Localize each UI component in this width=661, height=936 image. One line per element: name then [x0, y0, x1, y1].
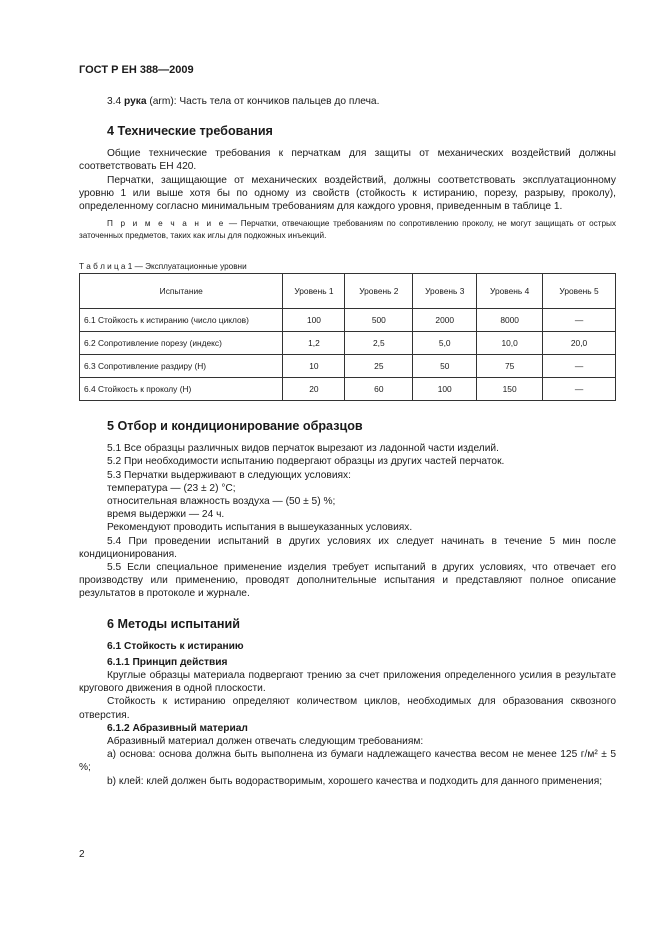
paragraph: 5.1 Все образцы различных видов перчаток вырезают из ладонной части изделий.	[107, 443, 499, 455]
paragraph: 5.2 При необходимости испытанию подвергают образцы из других частей перчаток.	[107, 456, 505, 468]
section-5-title: 5 Отбор и кондиционирование образцов	[107, 419, 363, 434]
table-caption-text: 1 — Эксплуатационные уровни	[125, 262, 247, 272]
table-cell: 6.4 Стойкость к проколу (Н)	[80, 378, 283, 401]
paragraph: 5.3 Перчатки выдерживают в следующих условиях:	[107, 469, 351, 481]
table-cell: 50	[413, 355, 477, 378]
document-header: ГОСТ Р ЕН 388—2009	[79, 64, 194, 76]
table-header-cell: Испытание	[80, 274, 283, 309]
table-cell: —	[543, 355, 616, 378]
table-header-row	[80, 274, 616, 309]
table-cell: 6.1 Стойкость к истиранию (число циклов)	[80, 309, 283, 332]
table-cell: 5,0	[413, 332, 477, 355]
table-cell: 100	[413, 378, 477, 401]
note-text: — Перчатки, отвечающие требованиям по сопротивлению проколу, не могут защищать от острых заточенных предметов, таких как иглы для подкожных инъекций.	[79, 219, 617, 241]
table-header-cell: Уровень 5	[543, 274, 616, 309]
paragraph: b) клей: клей должен быть водорастворимым, хорошего качества и подходить для данного применения;	[107, 775, 603, 787]
table-row	[80, 309, 616, 332]
paragraph: Перчатки, защищающие от механических воздействий, должны соответствовать эксплуатационному уровню 1 или выше хотя бы по одному из свойств (стойкость к истиранию, порезу, разрыву, проколу), определенному согласно минимальным требованиям для каждого уровня, приведенным в таблице 1.	[79, 174, 616, 213]
table-header-cell: Уровень 4	[477, 274, 543, 309]
table-cell: 20,0	[543, 332, 616, 355]
table-cell: 10,0	[477, 332, 543, 355]
clause-number: 3.4	[107, 96, 122, 107]
note-label: П р и м е ч а н и е	[107, 219, 226, 229]
clause-term: рука	[124, 96, 147, 107]
table-header-cell: Уровень 1	[283, 274, 345, 309]
subsection-title: 6.1 Стойкость к истиранию	[107, 640, 244, 652]
document-body	[79, 95, 616, 788]
table-header-cell: Уровень 2	[345, 274, 413, 309]
section-4-title: 4 Технические требования	[107, 124, 273, 139]
paragraph: Круглые образцы материала подвергают трению за счет приложения определенного усилия в результате кругового движения в одной плоскости.	[79, 670, 616, 695]
table-cell: 20	[283, 378, 345, 401]
table-cell: 25	[345, 355, 413, 378]
paragraph: время выдержки — 24 ч.	[107, 509, 225, 521]
table-cell: —	[543, 309, 616, 332]
paragraph: Абразивный материал должен отвечать следующим требованиям:	[107, 736, 424, 748]
table-caption	[79, 262, 616, 271]
table-cell: 8000	[477, 309, 543, 332]
table-row	[80, 332, 616, 355]
table-cell: 6.3 Сопротивление раздиру (Н)	[80, 355, 283, 378]
table-cell: 100	[283, 309, 345, 332]
table-cell: 75	[477, 355, 543, 378]
table-row	[80, 355, 616, 378]
page-number: 2	[79, 849, 85, 860]
table-cell: 150	[477, 378, 543, 401]
table-header-cell: Уровень 3	[413, 274, 477, 309]
clause-3-4	[79, 95, 616, 108]
subsection-title: 6.1.1 Принцип действия	[107, 656, 228, 668]
paragraph: 5.5 Если специальное применение изделия требует испытаний в других условиях, что отвечает его производству или применению, проводят дополнительные испытания и представляют полное описание результатов в протоколе и журнале.	[79, 562, 616, 600]
table-cell: 6.2 Сопротивление порезу (индекс)	[80, 332, 283, 355]
table-row	[80, 378, 616, 401]
subsection-title: 6.1.2 Абразивный материал	[107, 722, 248, 734]
table-cell: 2,5	[345, 332, 413, 355]
paragraph: а) основа: основа должна быть выполнена из бумаги надлежащего качества весом не менее 125 г/м² ± 5 %;	[79, 749, 616, 774]
table-cell: 60	[345, 378, 413, 401]
paragraph: Общие технические требования к перчаткам для защиты от механических воздействий должны соответствовать ЕН 420.	[79, 148, 616, 173]
paragraph: Рекомендуют проводить испытания в вышеуказанных условиях.	[107, 522, 413, 534]
paragraph: температура — (23 ± 2) °С;	[107, 482, 236, 494]
clause-definition: (arm): Часть тела от кончиков пальцев до плеча.	[146, 96, 380, 107]
paragraph: Стойкость к истиранию определяют количеством циклов, необходимых для образования сквозного отверстия.	[79, 696, 616, 721]
paragraph: относительная влажность воздуха — (50 ± 5) %;	[107, 496, 336, 508]
note	[79, 218, 616, 242]
paragraph: 5.4 При проведении испытаний в других условиях их следует начинать в течение 5 мин после кондиционирования.	[79, 535, 616, 560]
table-cell: —	[543, 378, 616, 401]
table-cell: 2000	[413, 309, 477, 332]
table-caption-label: Т а б л и ц а	[79, 262, 126, 272]
performance-levels-table	[79, 273, 616, 401]
table-cell: 1,2	[283, 332, 345, 355]
section-6-title: 6 Методы испытаний	[107, 616, 240, 631]
table-cell: 500	[345, 309, 413, 332]
table-cell: 10	[283, 355, 345, 378]
